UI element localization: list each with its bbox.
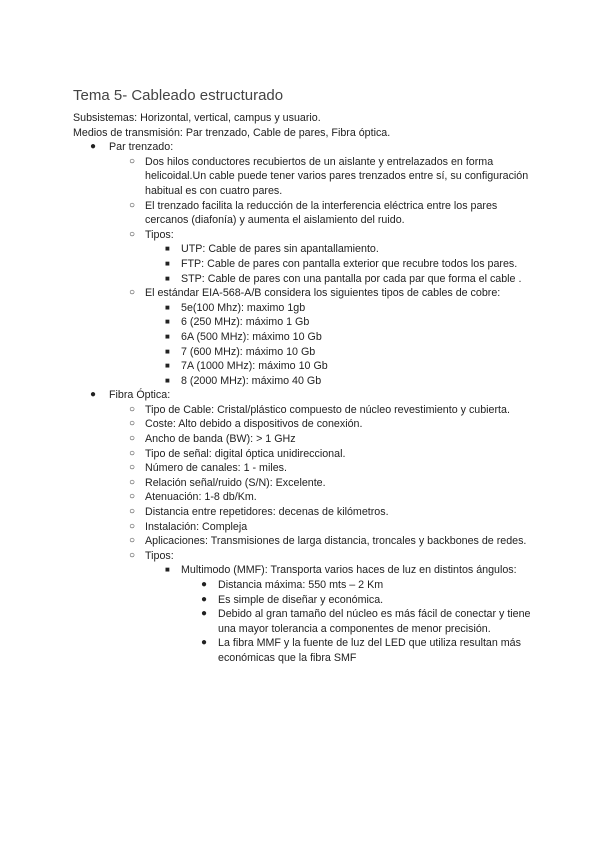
list-item — [73, 432, 533, 447]
main-list — [73, 140, 533, 665]
intro-subsistemas: Subsistemas: Horizontal, vertical, campus y usuario. — [73, 112, 321, 124]
bullet-circle-icon: ○ — [129, 228, 136, 240]
par-sublist — [73, 155, 533, 389]
fibra-sublist — [73, 403, 533, 666]
bullet-disc-icon: ● — [201, 637, 208, 649]
bullet-square-icon: ■ — [165, 346, 170, 356]
list-item — [73, 403, 533, 418]
document-page — [73, 86, 533, 666]
list-item-text: 7A (1000 MHz): máximo 10 Gb — [181, 360, 328, 373]
list-item-text: 8 (2000 MHz): máximo 40 Gb — [181, 374, 322, 387]
list-item — [73, 636, 533, 665]
list-item-text: Atenuación: 1-8 db/Km. — [145, 491, 257, 504]
bullet-disc-icon: ● — [201, 579, 208, 590]
bullet-circle-icon: ○ — [129, 549, 136, 561]
bullet-circle-icon: ○ — [129, 491, 136, 503]
list-item-fibra-optica — [73, 388, 533, 665]
list-item-text: Es simple de diseñar y económica. — [218, 593, 384, 606]
list-item — [73, 461, 533, 476]
list-item-multimodo — [73, 563, 533, 665]
list-item-text: UTP: Cable de pares sin apantallamiento. — [181, 243, 379, 256]
list-item-text: El estándar EIA-568-A/B considera los siguientes tipos de cables de cobre: — [145, 287, 501, 300]
list-item — [73, 315, 533, 330]
list-item-text: Ancho de banda (BW): > 1 GHz — [145, 433, 296, 446]
list-item — [73, 490, 533, 505]
bullet-square-icon: ■ — [165, 258, 170, 268]
list-item — [73, 301, 533, 316]
list-item — [73, 272, 533, 287]
list-item — [73, 520, 533, 535]
bullet-square-icon: ■ — [165, 361, 170, 371]
list-item-text: Debido al gran tamaño del núcleo es más fácil de conectar y tiene una mayor tolerancia a componentes de menor precisión. — [218, 608, 531, 635]
section-label: Par trenzado: — [109, 141, 174, 154]
list-item — [73, 257, 533, 272]
list-item — [73, 534, 533, 549]
list-item-text: FTP: Cable de pares con pantalla exterior que recubre todos los pares. — [181, 257, 518, 270]
list-item-tipos — [73, 549, 533, 666]
bullet-circle-icon: ○ — [129, 287, 136, 299]
bullet-circle-icon: ○ — [129, 199, 136, 211]
list-item-text: La fibra MMF y la fuente de luz del LED que utiliza resultan más económicas que la fibra SMF — [218, 637, 521, 664]
list-item — [73, 578, 533, 593]
list-item-text: El trenzado facilita la reducción de la interferencia eléctrica entre los pares cercanos (diafonía) y aumenta el aislamiento del ruido. — [145, 199, 498, 227]
list-item-text: Dos hilos conductores recubiertos de un aislante y entrelazados en forma helicoidal.Un cable puede tener varios pares trenzados entre sí, su configuración habitual es con cuatro pares. — [145, 155, 529, 197]
list-item — [73, 447, 533, 462]
mmf-sublist — [73, 578, 533, 666]
list-item-tipos — [73, 228, 533, 286]
bullet-circle-icon: ○ — [129, 535, 136, 547]
list-item-text: Tipo de señal: digital óptica unidireccional. — [145, 447, 346, 460]
page-title: Tema 5- Cableado estructurado — [73, 87, 284, 104]
fibra-tipos-sublist — [73, 563, 533, 665]
list-item — [73, 359, 533, 374]
bullet-disc-icon: ● — [90, 389, 97, 401]
list-item-text: Tipos: — [145, 549, 174, 562]
list-item-text: 7 (600 MHz): máximo 10 Gb — [181, 345, 316, 358]
list-item-estandar — [73, 286, 533, 388]
section-label: Fibra Óptica: — [109, 389, 171, 402]
bullet-square-icon: ■ — [165, 302, 170, 312]
bullet-square-icon: ■ — [165, 244, 170, 254]
list-item-text: Relación señal/ruido (S/N): Excelente. — [145, 476, 326, 489]
list-item-text: Coste: Alto debido a dispositivos de conexión. — [145, 418, 363, 431]
bullet-circle-icon: ○ — [129, 418, 136, 430]
bullet-square-icon: ■ — [165, 565, 170, 575]
list-item — [73, 199, 533, 228]
list-item — [73, 155, 533, 199]
list-item-text: 6A (500 MHz): máximo 10 Gb — [181, 330, 322, 343]
list-item — [73, 593, 533, 608]
list-item — [73, 330, 533, 345]
list-item-text: Instalación: Compleja — [145, 520, 248, 533]
list-item — [73, 345, 533, 360]
bullet-square-icon: ■ — [165, 317, 170, 327]
list-item-text: Distancia entre repetidores: decenas de kilómetros. — [145, 506, 389, 519]
bullet-circle-icon: ○ — [129, 462, 136, 474]
list-item — [73, 607, 533, 636]
bullet-circle-icon: ○ — [129, 155, 136, 167]
list-item-text: 5e(100 Mhz): maximo 1gb — [181, 301, 306, 314]
list-item-text: Número de canales: 1 - miles. — [145, 462, 287, 475]
list-item — [73, 374, 533, 389]
list-item-text: Tipos: — [145, 228, 174, 241]
list-item-text: Tipo de Cable: Cristal/plástico compuesto de núcleo revestimiento y cubierta. — [145, 403, 510, 416]
bullet-square-icon: ■ — [165, 273, 170, 283]
bullet-circle-icon: ○ — [129, 433, 136, 445]
list-item-par-trenzado — [73, 140, 533, 388]
tipos-sublist — [73, 242, 533, 286]
list-item — [73, 505, 533, 520]
bullet-circle-icon: ○ — [129, 506, 136, 518]
bullet-disc-icon: ● — [90, 141, 97, 153]
bullet-disc-icon: ● — [201, 593, 208, 605]
list-item-text: Multimodo (MMF): Transporta varios haces de luz en distintos ángulos: — [181, 564, 517, 577]
list-item — [73, 242, 533, 257]
bullet-disc-icon: ● — [201, 608, 208, 620]
list-item-text: Distancia máxima: 550 mts – 2 Km — [218, 579, 384, 591]
list-item — [73, 417, 533, 432]
estandar-sublist — [73, 301, 533, 389]
bullet-circle-icon: ○ — [129, 476, 136, 488]
list-item-text: Aplicaciones: Transmisiones de larga distancia, troncales y backbones de redes. — [145, 535, 527, 548]
list-item-text: STP: Cable de pares con una pantalla por cada par que forma el cable . — [181, 272, 522, 285]
list-item-text: 6 (250 MHz): máximo 1 Gb — [181, 316, 310, 329]
bullet-square-icon: ■ — [165, 375, 170, 385]
bullet-square-icon: ■ — [165, 331, 170, 341]
bullet-circle-icon: ○ — [129, 447, 136, 459]
bullet-circle-icon: ○ — [129, 520, 136, 532]
bullet-circle-icon: ○ — [129, 403, 136, 415]
list-item — [73, 476, 533, 491]
intro-medios: Medios de transmisión: Par trenzado, Cable de pares, Fibra óptica. — [73, 126, 391, 139]
